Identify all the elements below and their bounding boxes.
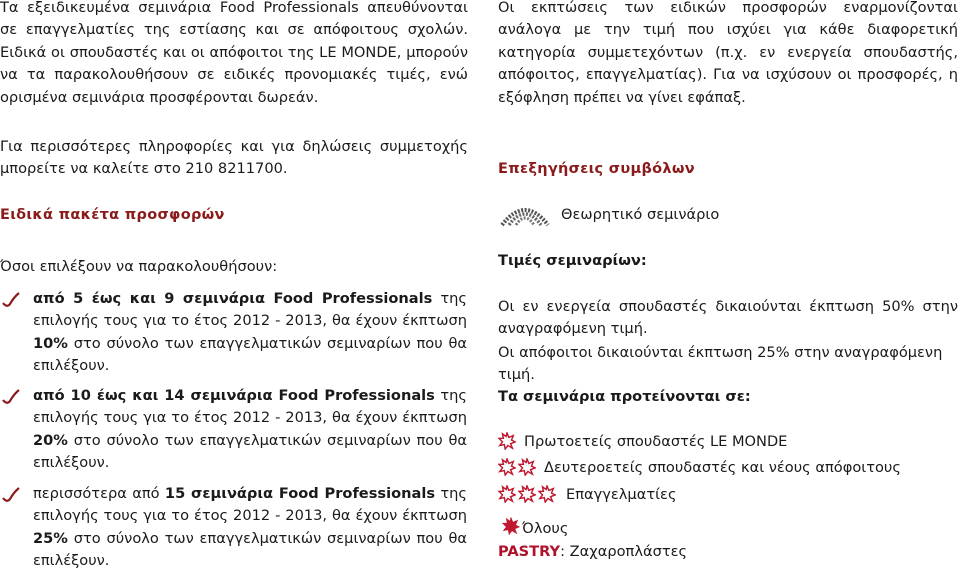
info-paragraph: Για περισσότερες πληροφορίες και για δηλώσεις συμμετοχής μπορείτε να καλείτε στο 210 8211700.	[0, 138, 468, 178]
pastry-text: : Ζαχαροπλάστες	[560, 543, 688, 560]
audience-row	[498, 485, 677, 503]
flower-outline-icon	[518, 485, 536, 503]
discounts-paragraph: Οι εκπτώσεις των ειδικών προσφορών εναρμονίζονται ανάλογα με την τιμή που ισχύει για κάθε διαφορετική κατηγορία συμμετεχόντων (π.χ. εν ενεργεία σπουδαστής, απόφοιτος, επαγγελματίας). Για να ισχύσουν οι προσφορές, η εξόφληση πρέπει να γίνει εφάπαξ.	[498, 0, 958, 106]
flower-outline-icon	[498, 485, 516, 503]
flower-outline-icon	[498, 458, 516, 476]
prices-heading: Τιμές σεμιναρίων:	[498, 252, 647, 269]
lead-text: Όσοι επιλέξουν να παρακολουθήσουν:	[0, 258, 278, 275]
pastry-row	[498, 543, 687, 560]
price-note-graduates: Οι απόφοιτοι δικαιούνται έκπτωση 25% στην αναγραφόμενη τιμή.	[498, 344, 943, 384]
audience-row	[498, 432, 787, 450]
price-note-students: Οι εν ενεργεία σπουδαστές δικαιούνται έκπτωση 50% στην αναγραφόμενη τιμή.	[498, 298, 958, 338]
check-icon	[2, 487, 20, 503]
check-icon	[2, 389, 20, 405]
check-icon	[2, 292, 20, 308]
theory-symbol-row	[498, 199, 719, 229]
audience-label: Δευτεροετείς σπουδαστές και νέους απόφοιτους	[544, 458, 901, 476]
amphitheater-icon	[498, 199, 552, 229]
audience-label: Όλους	[522, 520, 569, 537]
audience-row	[498, 514, 568, 537]
flower-outline-icon	[518, 458, 536, 476]
flower-outline-icon	[498, 432, 516, 450]
pastry-label: PASTRY	[498, 543, 561, 560]
recommended-heading: Τα σεμινάρια προτείνονται σε:	[498, 388, 751, 405]
offer-text: περισσότερα από 15 σεμινάρια Food Professionals της επιλογής τους για το έτος 2012 - 2013, θα έχουν έκπτωση 25% στο σύνολο των επαγγελματικών σεμιναρίων που θα επιλέξουν.	[33, 485, 467, 570]
packages-heading: Ειδικά πακέτα προσφορών	[0, 207, 225, 223]
audience-row	[498, 458, 901, 476]
offer-item	[0, 483, 467, 573]
flower-solid-icon	[502, 517, 520, 535]
offer-item	[0, 288, 467, 378]
offer-text: από 5 έως και 9 σεμινάρια Food Professionals της επιλογής τους για το έτος 2012 - 2013, θα έχουν έκπτωση 10% στο σύνολο των επαγγελματικών σεμιναρίων που θα επιλέξουν.	[33, 290, 467, 375]
audience-label: Πρωτοετείς σπουδαστές LE MONDE	[524, 432, 788, 450]
audience-label: Επαγγελματίες	[566, 485, 677, 503]
offer-text: από 10 έως και 14 σεμινάρια Food Professionals της επιλογής τους για το έτος 2012 - 2013, θα έχουν έκπτωση 20% στο σύνολο των επαγγελματικών σεμιναρίων που θα επιλέξουν.	[33, 387, 467, 472]
intro-paragraph: Τα εξειδικευμένα σεμινάρια Food Professionals απευθύνονται σε επαγγελματίες της εστίασης και σε απόφοιτους σχολών. Ειδικά οι σπουδαστές και οι απόφοιτοι της LE MONDE, μπορούν να τα παρακολουθήσουν σε ειδικές προνομιακές τιμές, ενώ ορισμένα σεμινάρια προσφέρονται δωρεάν.	[0, 0, 468, 106]
symbols-heading: Επεξηγήσεις συμβόλων	[498, 161, 695, 177]
theory-label: Θεωρητικό σεμινάριο	[561, 205, 720, 223]
flower-outline-icon	[538, 485, 556, 503]
offer-item	[0, 385, 467, 475]
